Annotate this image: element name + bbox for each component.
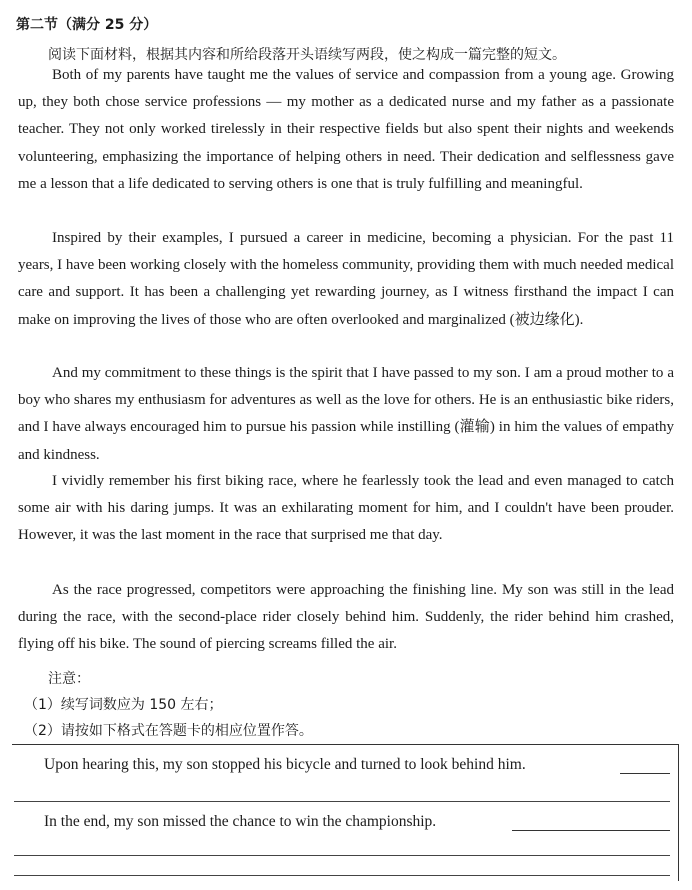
passage-paragraph-5: As the race progressed, competitors were approaching the finishing line. My son was still in the lead during the race, with the second-place rider closely behind him. Suddenly, the rider behind him crashed, flying off his bike. The sound of piercing screams filled the air. xyxy=(18,582,674,653)
passage-paragraph-2: Inspired by their examples, I pursued a career in medicine, becoming a physician. For the past 11 years, I have been working closely with the homeless community, providing them with much needed medical care and support. It has been a challenging yet rewarding journey, as I witness firsthand the impact I can make on improving the lives of those who are often overlooked and marginalized (被边缘化). xyxy=(18,230,674,328)
section-title: 第二节（满分 25 分） xyxy=(16,17,158,33)
answer-prompt-2: In the end, my son missed the chance to win the championship. xyxy=(44,813,437,830)
notes-heading: 注意： xyxy=(48,671,90,687)
answer-line-1[interactable] xyxy=(14,801,670,802)
task-instruction: 阅读下面材料，根据其内容和所给段落开头语续写两段，使之构成一篇完整的短文。 xyxy=(48,47,566,63)
notes-block xyxy=(18,666,313,744)
note-item-2: （2）请按如下格式在答题卡的相应位置作答。 xyxy=(24,723,313,739)
passage-paragraph-4: I vividly remember his first biking race, where he fearlessly took the lead and even managed to catch some air with his daring jumps. It was an exhilarating moment for him, and I couldn't have been prouder. However, it was the last moment in the race that surprised me that day. xyxy=(18,473,674,544)
answer-prompt-1: Upon hearing this, my son stopped his bicycle and turned to look behind him. xyxy=(44,756,526,773)
passage-paragraph-3: And my commitment to these things is the spirit that I have passed to my son. I am a proud mother to a boy who shares my enthusiasm for adventures as well as the love for others. He is an enthusiastic bike riders, and I have always encouraged him to pursue his passion while instilling (灌输) in him the values of empathy and kindness. xyxy=(18,365,674,463)
answer-line-3[interactable] xyxy=(14,875,670,876)
passage-paragraph-1: Both of my parents have taught me the values of service and compassion from a young age. Growing up, they both chose service professions — my mother as a dedicated nurse and my father as a passionate teacher. They not only worked tirelessly in their respective fields but also spent their nights and weekends volunteering, emphasizing the importance of helping others in need. Their dedication and selflessness gave me a lesson that a life dedicated to serving others is one that is truly fulfilling and meaningful. xyxy=(18,67,674,192)
answer-line-2[interactable] xyxy=(14,855,670,856)
answer-blank-2[interactable] xyxy=(512,830,670,831)
answer-blank-1[interactable] xyxy=(620,773,670,774)
note-item-1: （1）续写词数应为 150 左右； xyxy=(24,697,223,713)
